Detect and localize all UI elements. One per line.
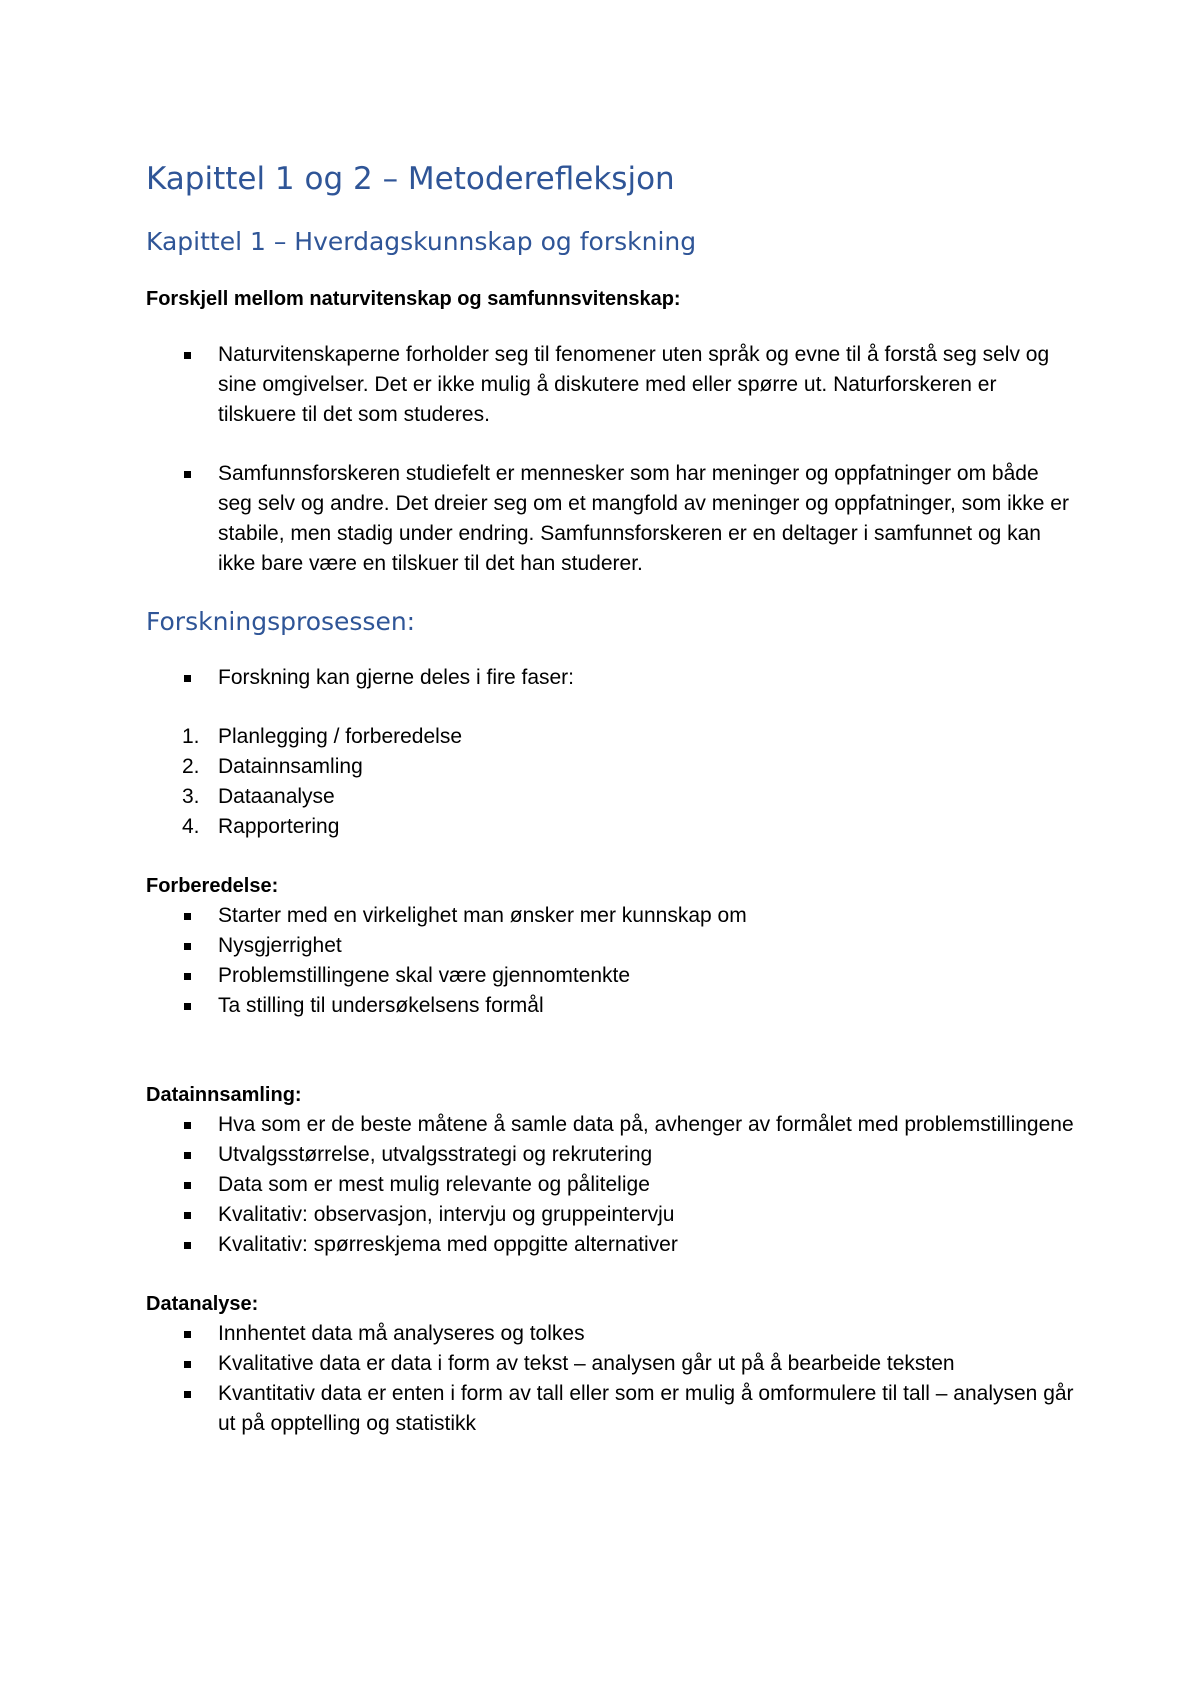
process-intro-list [146,663,1076,693]
square-bullet-icon [184,1391,191,1398]
analysis-list [146,1319,1076,1439]
document-title: Kapittel 1 og 2 – Metoderefleksjon [146,161,675,197]
list-item: 3. Dataanalyse [182,785,335,808]
preparation-list [146,901,1076,1021]
analysis-label: Datanalyse: [146,1293,259,1315]
list-item: Starter med en virkelighet man ønsker mer kunnskap om [146,901,1076,931]
list-item: Kvalitative data er data i form av tekst – analysen går ut på å bearbeide teksten [146,1349,1076,1379]
preparation-label: Forberedelse: [146,875,279,897]
list-item: Problemstillingene skal være gjennomtenkte [146,961,1076,991]
collection-label: Datainnsamling: [146,1084,302,1106]
square-bullet-icon [184,471,191,478]
difference-label: Forskjell mellom naturvitenskap og samfunnsvitenskap: [146,288,681,310]
square-bullet-icon [184,1122,191,1129]
phases-list [146,722,1076,842]
list-item: Utvalgsstørrelse, utvalgsstrategi og rekrutering [146,1140,1076,1170]
list-item: Hva som er de beste måtene å samle data på, avhenger av formålet med problemstillingene [146,1110,1076,1140]
document-page [146,160,1076,1439]
square-bullet-icon [184,675,191,682]
square-bullet-icon [184,1182,191,1189]
list-item: Kvantitativ data er enten i form av tall eller som er mulig å omformulere til tall – analysen går ut på opptelling og statistikk [146,1379,1076,1439]
list-item: Innhentet data må analyseres og tolkes [146,1319,1076,1349]
square-bullet-icon [184,1212,191,1219]
square-bullet-icon [184,352,191,359]
square-bullet-icon [184,1242,191,1249]
square-bullet-icon [184,1331,191,1338]
square-bullet-icon [184,973,191,980]
list-item: Naturvitenskaperne forholder seg til fenomener uten språk og evne til å forstå seg selv og sine omgivelser. Det er ikke mulig å diskutere med eller spørre ut. Naturforskeren er tilskuere til det som studeres. [146,340,1076,430]
list-item: Ta stilling til undersøkelsens formål [146,991,1076,1021]
chapter1-heading: Kapittel 1 – Hverdagskunnskap og forskning [146,227,697,256]
process-heading: Forskningsprosessen: [146,607,416,636]
square-bullet-icon [184,913,191,920]
square-bullet-icon [184,1361,191,1368]
list-item: Kvalitativ: spørreskjema med oppgitte alternativer [146,1230,1076,1260]
list-item: 2. Datainnsamling [182,755,363,778]
list-item: Kvalitativ: observasjon, intervju og gruppeintervju [146,1200,1076,1230]
square-bullet-icon [184,1152,191,1159]
difference-list [146,340,1076,579]
collection-list [146,1110,1076,1260]
list-item: Samfunnsforskeren studiefelt er mennesker som har meninger og oppfatninger om både seg selv og andre. Det dreier seg om et mangfold av meninger og oppfatninger, som ikke er stabile, men stadig under endring. Samfunnsforskeren er en deltager i samfunnet og kan ikke bare være en tilskuer til det han studerer. [146,459,1076,579]
list-item: Forskning kan gjerne deles i fire faser: [146,663,1076,693]
square-bullet-icon [184,1003,191,1010]
list-item: 1. Planlegging / forberedelse [182,725,463,748]
list-item: 4. Rapportering [182,815,340,838]
square-bullet-icon [184,943,191,950]
list-item: Nysgjerrighet [146,931,1076,961]
list-item: Data som er mest mulig relevante og pålitelige [146,1170,1076,1200]
